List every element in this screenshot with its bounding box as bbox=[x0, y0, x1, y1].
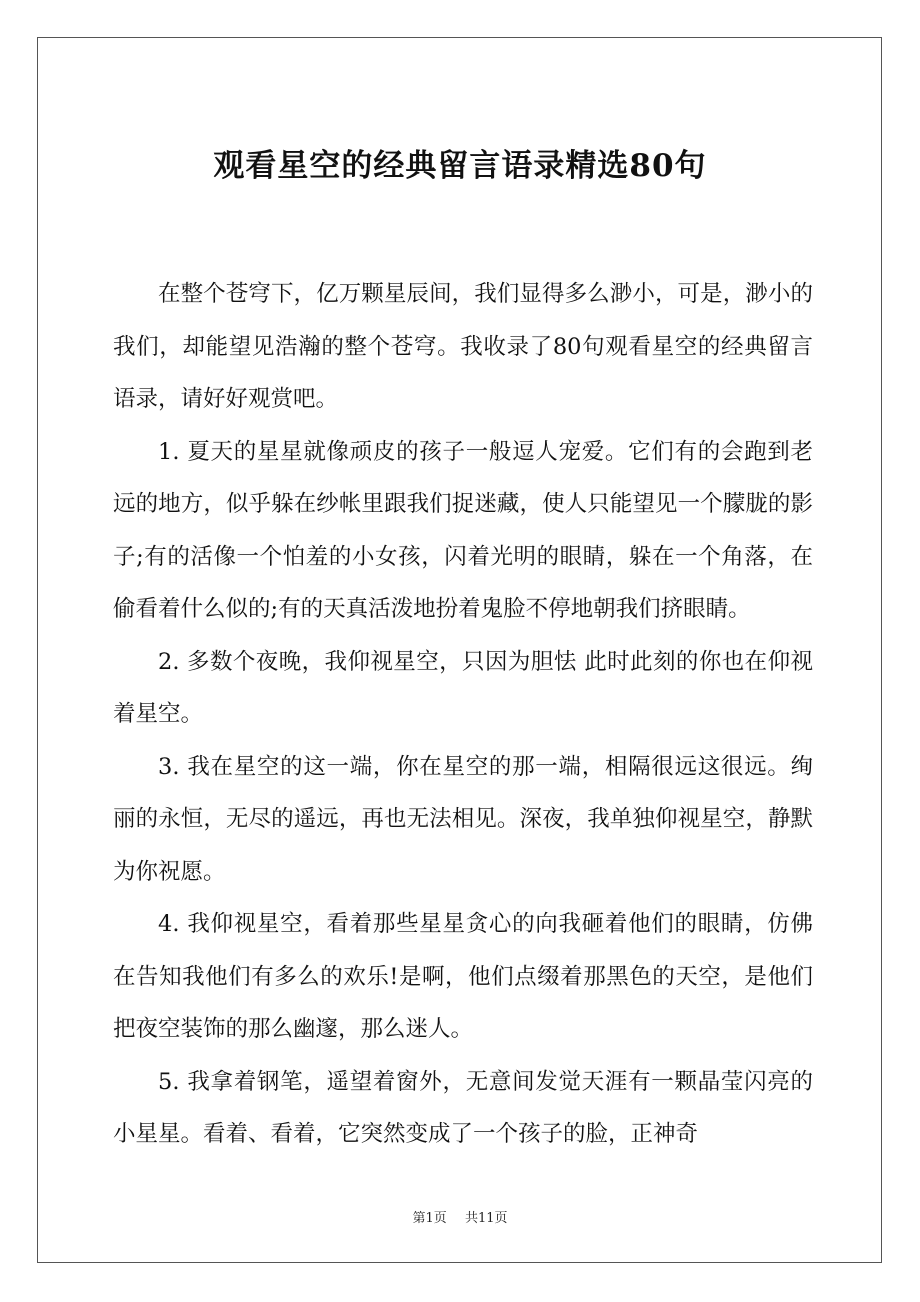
page-number: 第1页 bbox=[412, 1211, 447, 1226]
quote-paragraph-1: 1. 夏天的星星就像顽皮的孩子一般逗人宠爱。它们有的会跑到老远的地方，似乎躲在纱帐里跟我们捉迷藏，使人只能望见一个朦胧的影子;有的活像一个怕羞的小女孩，闪着光明的眼睛，躲在一个角落，在偷看着什么似的;有的天真活泼地扮着鬼脸不停地朝我们挤眼睛。 bbox=[113, 438, 813, 622]
quote-paragraph-4: 4. 我仰视星空，看着那些星星贪心的向我砸着他们的眼睛，仿佛在告知我他们有多么的欢乐!是啊，他们点缀着那黑色的天空，是他们把夜空装饰的那么幽邃，那么迷人。 bbox=[113, 911, 813, 1042]
page-footer bbox=[0, 1207, 920, 1226]
document-title: 观看星空的经典留言语录精选80句 bbox=[213, 148, 707, 184]
intro-paragraph: 在整个苍穹下，亿万颗星辰间，我们显得多么渺小，可是，渺小的我们，却能望见浩瀚的整个苍穹。我收录了80句观看星空的经典留言语录，请好好观赏吧。 bbox=[113, 281, 813, 412]
quote-paragraph-3: 3. 我在星空的这一端，你在星空的那一端，相隔很远这很远。绚丽的永恒，无尽的遥远，再也无法相见。深夜，我单独仰视星空，静默为你祝愿。 bbox=[113, 753, 813, 885]
page-total: 共11页 bbox=[464, 1211, 508, 1226]
document-body bbox=[113, 268, 813, 1161]
quote-paragraph-5: 5. 我拿着钢笔，遥望着窗外，无意间发觉天涯有一颗晶莹闪亮的小星星。看着、看着，它突然变成了一个孩子的脸，正神奇 bbox=[113, 1068, 813, 1147]
quote-paragraph-2: 2. 多数个夜晚，我仰视星空，只因为胆怯 此时此刻的你也在仰视着星空。 bbox=[113, 648, 813, 727]
